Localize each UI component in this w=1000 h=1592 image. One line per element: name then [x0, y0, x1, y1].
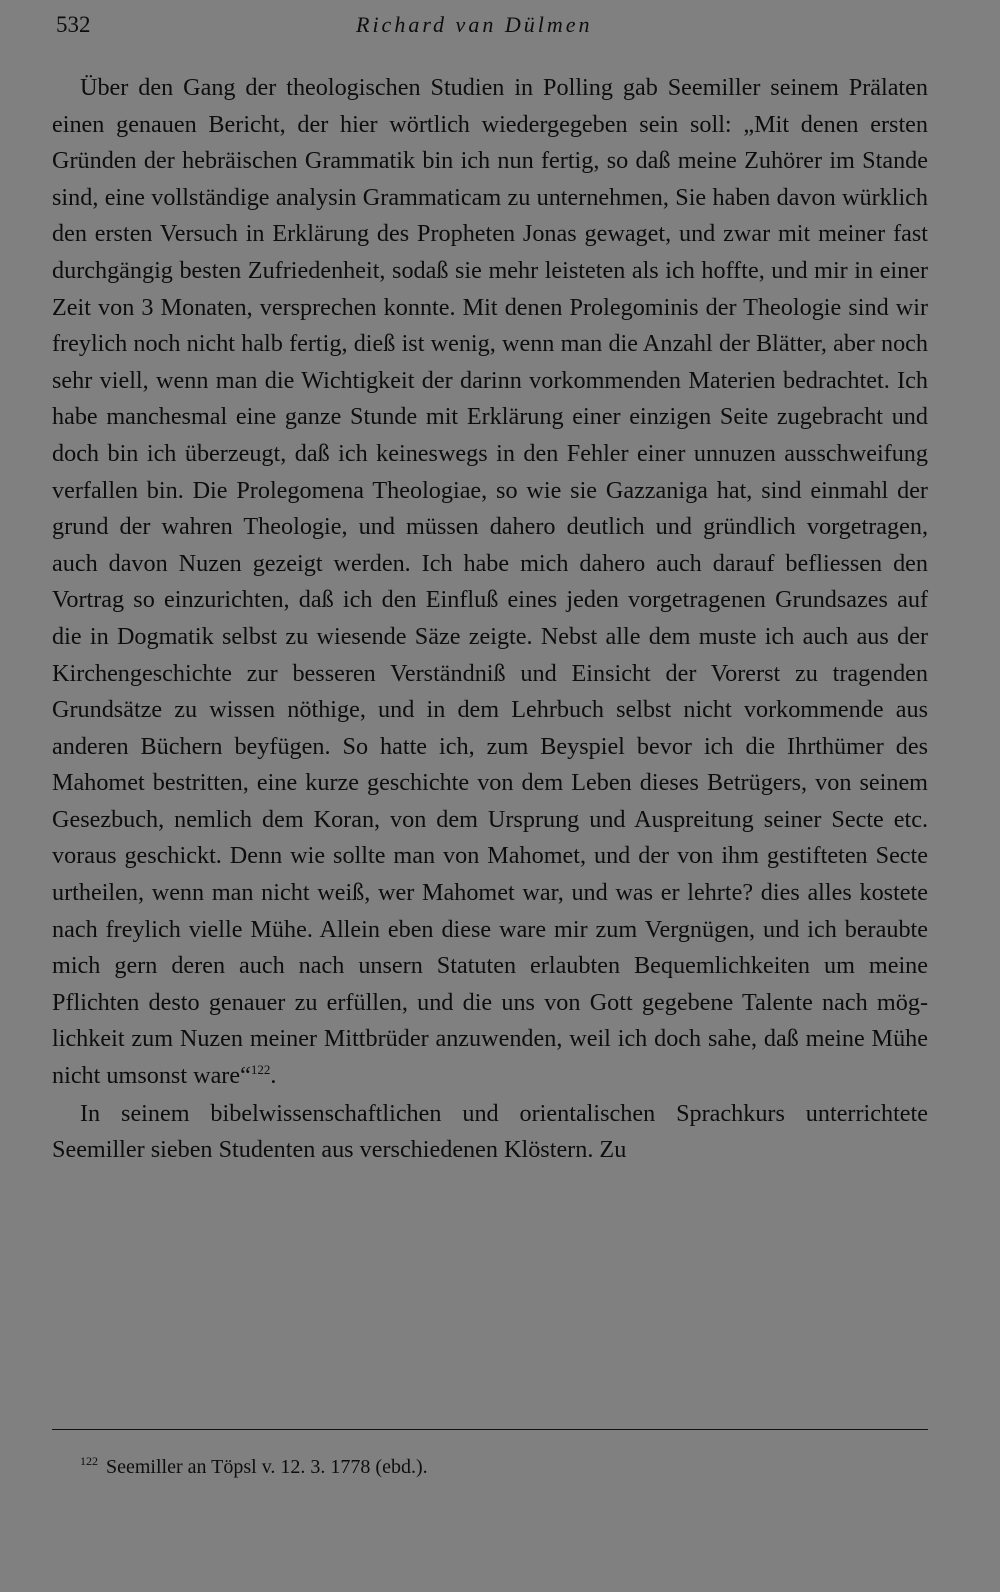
body-text [52, 70, 928, 1169]
page-number: 532 [56, 12, 91, 37]
footnote-reference[interactable]: 122 [250, 1061, 271, 1077]
paragraph-quote [52, 70, 928, 1095]
footnote [80, 1454, 920, 1480]
footnote-text: Seemiller an Töpsl v. 12. 3. 1778 (ebd.). [106, 1456, 428, 1478]
footnote-number: 122 [80, 1454, 98, 1469]
page-header [56, 12, 936, 42]
footnote-divider [52, 1429, 928, 1430]
running-head: Richard van Dülmen [356, 12, 593, 37]
paragraph-text: Über den Gang der theologischen Studien in Polling gab Seemiller seinem Prälaten einen genauen Bericht, der hier wörtlich wiedergegeben sein soll: „Mit denen ersten Gründen der hebräischen Grammatik bin ich nun fertig, so daß meine Zuhörer im Stande sind, eine vollständige analysin Grammaticam zu unternehmen, Sie haben davon würklich den ersten Versuch in Erklärung des Propheten Jonas gewaget, und zwar mit meiner fast durchgängig besten Zufriedenheit, sodaß sie mehr leisteten als ich hoffte, und mir in einer Zeit von 3 Monaten, versprechen konnte. Mit denen Prolegominis der Theologie sind wir freylich noch nicht halb fertig, dieß ist wenig, wenn man die Anzahl der Blätter, aber noch sehr viell, wenn man die Wichtigkeit der darinn vorkommenden Materien bedrachtet. Ich habe manchesmal eine ganze Stunde mit Erklärung einer einzigen Seite zugebracht und doch bin ich überzeugt, daß ich keineswegs in den Fehler einer unnuzen ausschweifung verfallen bin. Die Prolegomena Theologiae, so wie sie Gazzaniga hat, sind einmahl der grund der wahren Theologie, und müssen dahero deutlich und gründlich vorgetragen, auch davon Nuzen gezeigt werden. Ich habe mich dahero auch darauf befliessen den Vortrag so einzurichten, daß ich den Einfluß eines jeden vorgetragenen Grundsazes auf die in Dogmatik selbst zu wiesende Säze zeigte. Nebst alle dem muste ich auch aus der Kirchengeschichte zur besseren Verständniß und Einsicht der Vorerst zu tragenden Grundsätze zu wissen nöthige, und in dem Lehrbuch selbst nicht vorkommende aus anderen Büchern beyfügen. So hatte ich, zum Beyspiel bevor ich die Ihrthümer des Mahomet bestritten, eine kurze geschichte von dem Leben dieses Betrügers, von seinem Gesezbuch, nemlich dem Koran, von dem Ursprung und Auspreitung seiner Secte etc. voraus geschickt. Denn wie sollte man von Mahomet, und der von ihm gestifteten Secte urtheilen, wenn man nicht weiß, wer Mahomet war, und was er lehrte? dies alles kostete nach freylich vielle Mühe. Allein eben diese ware mir zum Vergnügen, und ich beraubte mich gern deren auch nach unsern Statuten erlaubten Bequemlichkeiten um meine Pflichten desto genauer zu erfüllen, und die uns von Gott gegebene Talente nach möglichkeit zum Nuzen meiner Mittbrüder anzuwenden, weil ich doch sahe, daß meine Mühe nicht umsonst ware“ [52, 74, 928, 1090]
paragraph-trailing-punctuation: . [270, 1062, 277, 1090]
paragraph-continuation [52, 1096, 928, 1169]
paragraph-text: In seinem bibelwissenschaftlichen und orientalischen Sprachkurs unterrichtete Seemiller sieben Studenten aus verschiedenen Klöstern. Zu [52, 1099, 928, 1164]
